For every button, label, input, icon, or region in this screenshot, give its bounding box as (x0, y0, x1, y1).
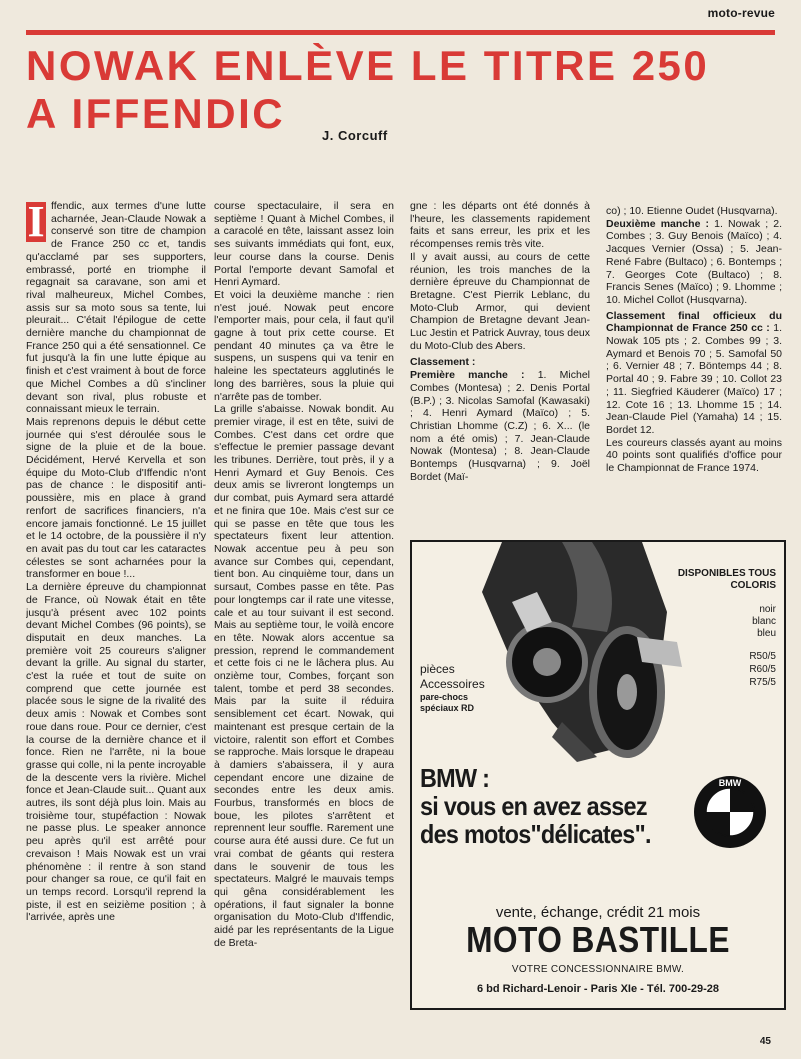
color-option: bleu (757, 628, 776, 639)
title-line-1: NOWAK ENLÈVE LE TITRE 250 (26, 42, 710, 89)
headline-line: des motos"délicates". (420, 819, 651, 849)
article-column-1 (26, 200, 206, 1052)
accessories-label: Accessoires (420, 677, 485, 691)
dealer-address: 6 bd Richard-Lenoir - Paris XIe - Tél. 700-29-28 (476, 983, 720, 995)
model-name: R50/5 (749, 651, 776, 662)
results-first-heat: Première manche : 1. Michel Combes (Montesa) ; 2. Denis Portal (B.P.) ; 3. Nicolas Samofal (Kawasaki) ; 4. Henri Aymard (Maïco) ; 5. Christian Lhomme (C.Z) ; 6. X... (le nom a été omis) ; 7. Jean-Claude Nowak (Montesa) ; 8. Jean-Claude Bontemps (Husqvarna) ; 9. Joël Bordet (Maï- (410, 369, 590, 483)
motorcycle-photo (442, 542, 702, 764)
ad-parts (420, 662, 485, 714)
bmw-advertisement (410, 540, 786, 1010)
color-option: noir (759, 604, 776, 615)
paragraph: co) ; 10. Etienne Oudet (Husqvarna). (606, 205, 778, 217)
article-column-3 (410, 200, 590, 522)
article-column-4 (606, 205, 782, 523)
header-rule (26, 30, 775, 35)
model-name: R60/5 (749, 664, 776, 675)
dealer-tagline: VOTRE CONCESSIONNAIRE BMW. (511, 964, 685, 975)
paragraph: Et voici la deuxième manche : rien n'est joué. Nowak peut encore l'emporter mais, pour cela, il faut qu'il gagne à tout prix cette course. Et pendant 40 minutes ça va être le suspens, un suspens qui va tenir en haleine les spectateurs agglutinés le long des barrières, sous la pluie qui n'arrête pas de tomber. (214, 288, 394, 403)
paragraph: La dernière épreuve du championnat de France, où Nowak était en tête jusqu'à présent avec 102 points devant Michel Combes (96 points), se disputait en deux manches. La première voit 25 coureurs s'aligner devant la grille. Au signal du starter, c'est la ruée et tout de suite on comprend que cette journée est placée sous le signe de la rivalité des deux amis : Nowak et Combes sont roue dans roue. Pour ce dernier, c'est la course de la dernière chance et il fonce. Rien ne l'arrête, ni la boue grasse qui colle, ni la pente incroyable de la descente vers la rivière. Michel fonce et Jean-Claude suit... Quant aux autres, ils sont déjà plus loin. Mais au troisième tour, stupéfaction : Nowak ne passe plus. Le speaker annonce peu après qu'il est arrêté pour crevaison ! Mais Nowak est un vrai phénomène : il rentre à son stand pour changer sa roue, ce qu'il fait en un temps record. Lorsqu'il reprend la piste, il est en seizième position ; à l'arrivée, après une (26, 581, 206, 924)
bmw-logo-icon (692, 774, 768, 850)
paragraph: Mais reprenons depuis le début cette journée qui s'est déroulée sous le signe de la pluie et de la boue. Décidément, Hervé Kervella et son équipe du Moto-Club d'Iffendic n'ont pas de chance : le dispositif anti-poussière, mis en place à grand renfort de sacrifices financiers, n'a encore jamais fonctionné. Le 15 juillet et le 14 octobre, de la poussière il n'y en avait pas du tout car les cataractes célestes se sont acharnées pour la transformer en boue !... (26, 415, 206, 581)
ad-headline (420, 764, 663, 848)
paragraph: gne : les départs ont été donnés à l'heure, les classements rapidement faits et sans erreur, les prix et les récompenses remis très vite. (410, 200, 590, 251)
ad-sales-line: vente, échange, crédit 21 mois (495, 904, 701, 921)
paragraph: Les coureurs classés ayant au moins 40 points sont qualifiés d'office pour le Championnat de France 1974. (606, 436, 782, 475)
ad-availability: DISPONIBLES TOUS COLORIS (677, 568, 776, 591)
paragraph: course spectaculaire, il sera en septième ! Quant à Michel Combes, il a caracolé en tête, laissant assez loin ses suivants immédiats qui font, eux, leur course dans la course. Denis Portal l'emporte devant Samofal et Henri Aymard. (214, 200, 394, 289)
dealer-name: MOTO BASTILLE (466, 919, 730, 960)
model-name: R75/5 (749, 677, 776, 688)
paragraph: Il y avait aussi, au cours de cette réunion, les trois manches de la dernière épreuve du Championnat de Bretagne. C'est Pierrik Leblanc, du Moto-Club Armor, qui devient Champion de Bretagne devant Jean-Luc Jestin et Patrick Auvray, tous deux du Moto-Club des Abers. (410, 250, 590, 352)
drop-cap: I (27, 200, 45, 246)
author: J. Corcuff (322, 128, 388, 143)
paragraph: La grille s'abaisse. Nowak bondit. Au premier virage, il est en tête, suivi de Combes. C'est dans cet ordre que s'effectue le premier passage devant les tribunes. Derrière, tout près, il y a Henri Aymard et Guy Benois. Ces deux amis se livreront longtemps un dur combat, puis Aymard sera attardé et ne finira que 10e. Mais c'est sur ce qui se passe en tête que tous les spectateurs fixent leur attention. Nowak accentue peu à peu son avance sur Combes qui, cependant, tient bon. Au cinquième tour, dans un sursaut, Combes passe en tête. Pas pour longtemps car il rate une vitesse, cale et au tour suivant il est second. Mais au septième tour, le voilà encore en tête. Nowak alors accentue sa pression, reprend le commandement et cette fois ci ne le lâchera plus. Au onzième tour, Combes, forçant son talent, tombe et perd 38 secondes. Mais par la suite il réduira sensiblement cet écart. Nowak, qui maintenant est presque certain de la victoire, ralentit son effort et Combes se rapproche. Mais lorsque le drapeau à damiers s'abaissera, il y aura cependant encore une dizaine de secondes entre les deux amis. Fourbus, transformés en blocs de boue, les pilotes s'arrêtent et reprennent leur souffle. Rarement une course aura été aussi dure. Ce fut un vrai combat de géants qui restera dans le souvenir de tous les spectateurs. Malgré le mauvais temps qui gêna considérablement les opérations, il faut signaler la bonne organisation du Moto-Club d'Iffendic, aidé par les représentants de la Ligue de Breta- (214, 403, 394, 949)
article-title (26, 42, 786, 138)
article-column-2 (214, 200, 394, 1052)
parts-label: pièces (420, 662, 455, 676)
bumpers-label: pare-chocs (420, 692, 469, 702)
color-option: blanc (752, 616, 776, 627)
headline-line: si vous en avez assez (420, 791, 647, 821)
classement-heading: Classement : (410, 356, 476, 369)
page-number: 45 (759, 1036, 771, 1047)
ad-models (749, 650, 776, 689)
svg-text:BMW: BMW (718, 778, 742, 788)
results-second-heat: Deuxième manche : 1. Nowak ; 2. Combes ; 3. Guy Benois (Maïco) ; 4. Jacques Vernier (Ossa) ; 5. Jean-René Fabre (Bultaco) ; 6. Bontemps ; 7. Georges Cote (Bultaco) ; 8. Francis Senes (Maïco) ; 9. Lhomme ; 10. Michel Collot (Husqvarna). (606, 217, 782, 306)
paragraph: I ffendic, aux termes d'une lutte acharnée, Jean-Claude Nowak a conservé son titre de champion de France 250 cc et, tandis qu'acclamé par ses supporters, embrassé, porté en triomphe il regagnait sa caravane, son ami et rival malheureux, Michel Combes, assis sur sa moto sous sa tente, lui pleurait... C'était l'épilogue de cette dernière manche du championnat de France 250 qui a été sensationnel. Ce fut jusqu'à la fin une lutte épique au finish et c'est vraiment à bout de force que Michel Combes a dû s'incliner devant son rival, plus robuste et connaissant mieux le terrain. (26, 200, 206, 416)
masthead: moto-revue (707, 6, 775, 20)
results-final: Classement final officieux du Championnat de France 250 cc : 1. Nowak 105 pts ; 2. Combes 99 ; 3. Aymard et Benois 70 ; 5. Samofal 50 ; 6. Vernier 48 ; 7. Böntemps 44 ; 8. Portal 40 ; 9. Fabre 39 ; 10. Collot 23 ; 11. Siegfried Käuderer (Maïco) 17 ; 12. Cote 16 ; 13. Lhomme 15 ; 14. Jean-Claude Piel (Yamaha) 14 ; 15. Bordet 12. (606, 309, 782, 436)
ad-colors (752, 604, 776, 640)
headline-line: BMW : (420, 763, 490, 793)
special-label: spéciaux RD (420, 703, 475, 713)
title-line-2: A IFFENDIC (26, 90, 286, 137)
